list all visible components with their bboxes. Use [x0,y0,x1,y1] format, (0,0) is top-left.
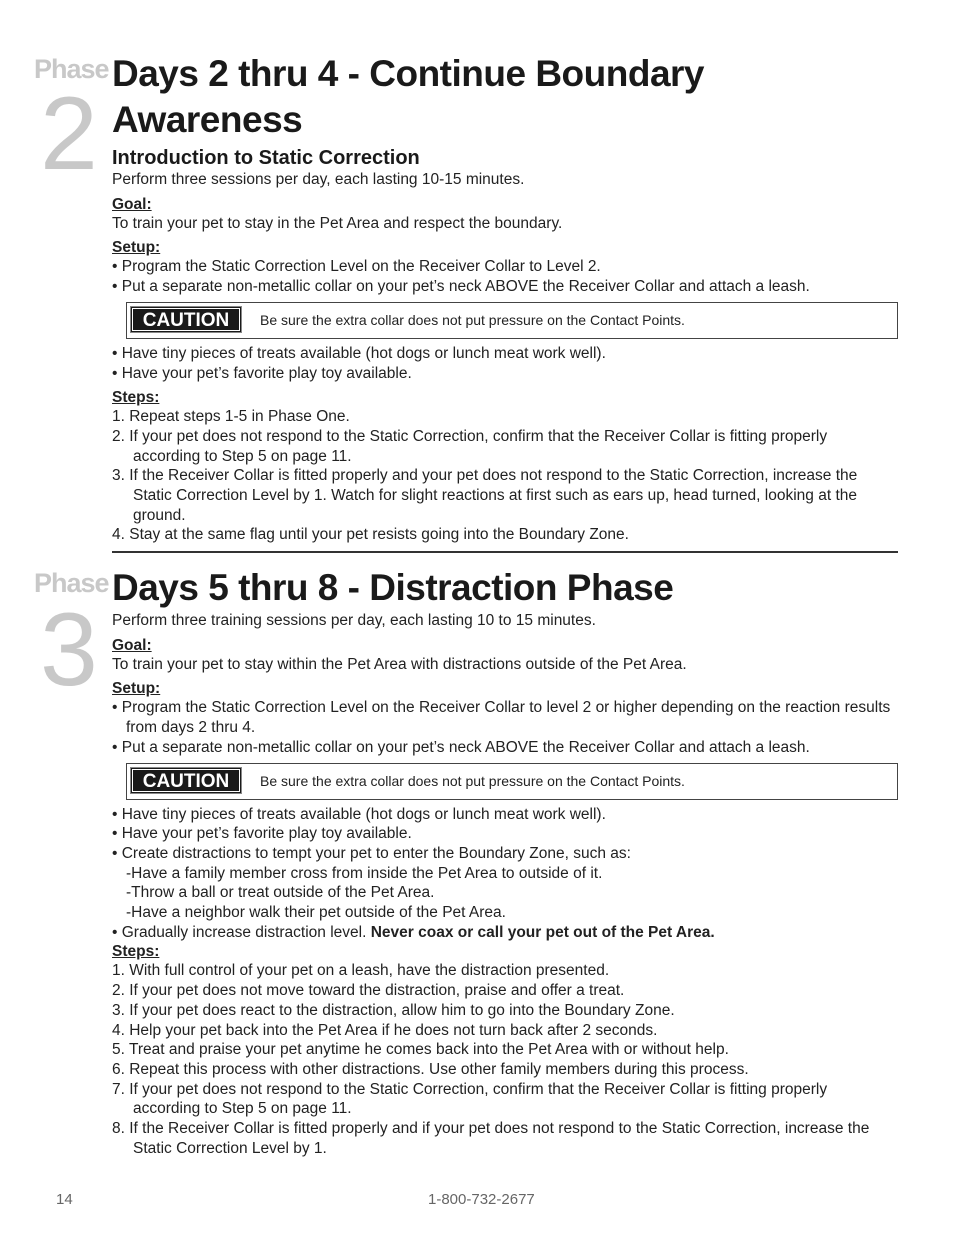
caution-text: Be sure the extra collar does not put pressure on the Contact Points. [260,311,685,328]
list-item: • Program the Static Correction Level on the Receiver Collar to level 2 or higher depending on the reaction results from days 2 thru 4. [112,699,891,737]
step-item: 1. Repeat steps 1-5 in Phase One. [112,408,350,426]
list-item: • Put a separate non-metallic collar on your pet’s neck ABOVE the Receiver Collar and attach a leash. [112,278,810,296]
step-item: 6. Repeat this process with other distractions. Use other family members during this process. [112,1060,749,1078]
phase-2-caution-box [126,302,898,339]
list-item: • Program the Static Correction Level on the Receiver Collar to Level 2. [112,258,601,276]
phase-2-intro: Perform three sessions per day, each lasting 10-15 minutes. [112,171,525,188]
list-item: • Put a separate non-metallic collar on your pet’s neck ABOVE the Receiver Collar and attach a leash. [112,738,810,756]
caution-badge: CAUTION [130,767,242,794]
phase-3-setup-label: Setup: [112,680,161,698]
list-item: • Have tiny pieces of treats available (hot dogs or lunch meat work well). [112,805,606,823]
section-divider [112,551,898,553]
phase-2-subtitle: Introduction to Static Correction [112,147,420,169]
gradual-warning: Never coax or call your pet out of the Pet Area. [370,923,715,941]
distraction-item: -Have a family member cross from inside the Pet Area to outside of it. [126,864,603,882]
phase-3-goal-label: Goal: [112,636,152,654]
phase-2-goal-text: To train your pet to stay in the Pet Area and respect the boundary. [112,214,563,232]
step-item: 1. With full control of your pet on a leash, have the distraction presented. [112,962,610,980]
phase-2-label: Phase [34,54,109,84]
phase-3-caution-box [126,763,898,800]
step-item: 2. If your pet does not move toward the distraction, praise and offer a treat. [112,982,625,1000]
list-item: • Have your pet’s favorite play toy available. [112,825,412,843]
phase-2-steps-label: Steps: [112,389,160,407]
step-item: 4. Stay at the same flag until your pet resists going into the Boundary Zone. [112,526,629,544]
phase-2-number: 2 [40,76,98,192]
distraction-item: -Have a neighbor walk their pet outside of the Pet Area. [126,904,506,922]
phase-3-steps-label: Steps: [112,943,160,961]
phase-3-number: 3 [40,592,98,708]
step-item: 7. If your pet does not respond to the Static Correction, confirm that the Receiver Collar is fitting properly according to Step 5 on page 11. [112,1080,828,1118]
step-item: 4. Help your pet back into the Pet Area if he does not turn back after 2 seconds. [112,1021,658,1039]
phase-3-title: Days 5 thru 8 - Distraction Phase [112,567,674,608]
list-item: • Have tiny pieces of treats available (hot dogs or lunch meat work well). [112,344,606,362]
phase-2-goal-label: Goal: [112,195,152,213]
phase-3-goal-text: To train your pet to stay within the Pet Area with distractions outside of the Pet Area. [112,655,687,673]
list-item: • Create distractions to tempt your pet to enter the Boundary Zone, such as: [112,844,631,862]
list-item: • Have your pet’s favorite play toy available. [112,364,412,382]
phase-2-setup-label: Setup: [112,239,161,257]
list-item [112,923,898,943]
step-item: 8. If the Receiver Collar is fitted properly and if your pet does not respond to the Static Correction, increase the Static Correction Level by 1. [112,1120,870,1157]
gradual-text: • Gradually increase distraction level. [112,923,371,941]
caution-text: Be sure the extra collar does not put pressure on the Contact Points. [260,772,685,789]
phase-2-title: Days 2 thru 4 - Continue Boundary Awareness [112,53,705,140]
distraction-item: -Throw a ball or treat outside of the Pet Area. [126,884,435,902]
phase-3-label: Phase [34,568,109,598]
phase-3-intro: Perform three training sessions per day, each lasting 10 to 15 minutes. [112,612,596,629]
phase-3-section [112,565,898,1158]
step-item: 3. If the Receiver Collar is fitted properly and your pet does not respond to the Static Correction, increase the Static Correction Level by 1. Watch for slight reactions at first such as ears up, head turned, looking at the ground. [112,467,858,524]
step-item: 3. If your pet does react to the distraction, allow him to go into the Boundary Zone. [112,1001,675,1019]
footer-phone: 1-800-732-2677 [428,1191,535,1208]
page-number: 14 [56,1191,73,1208]
phase-2-section [112,51,898,545]
step-item: 2. If your pet does not respond to the Static Correction, confirm that the Receiver Collar is fitting properly according to Step 5 on page 11. [112,427,828,465]
step-item: 5. Treat and praise your pet anytime he comes back into the Pet Area with or without help. [112,1041,729,1059]
caution-badge: CAUTION [130,306,242,333]
